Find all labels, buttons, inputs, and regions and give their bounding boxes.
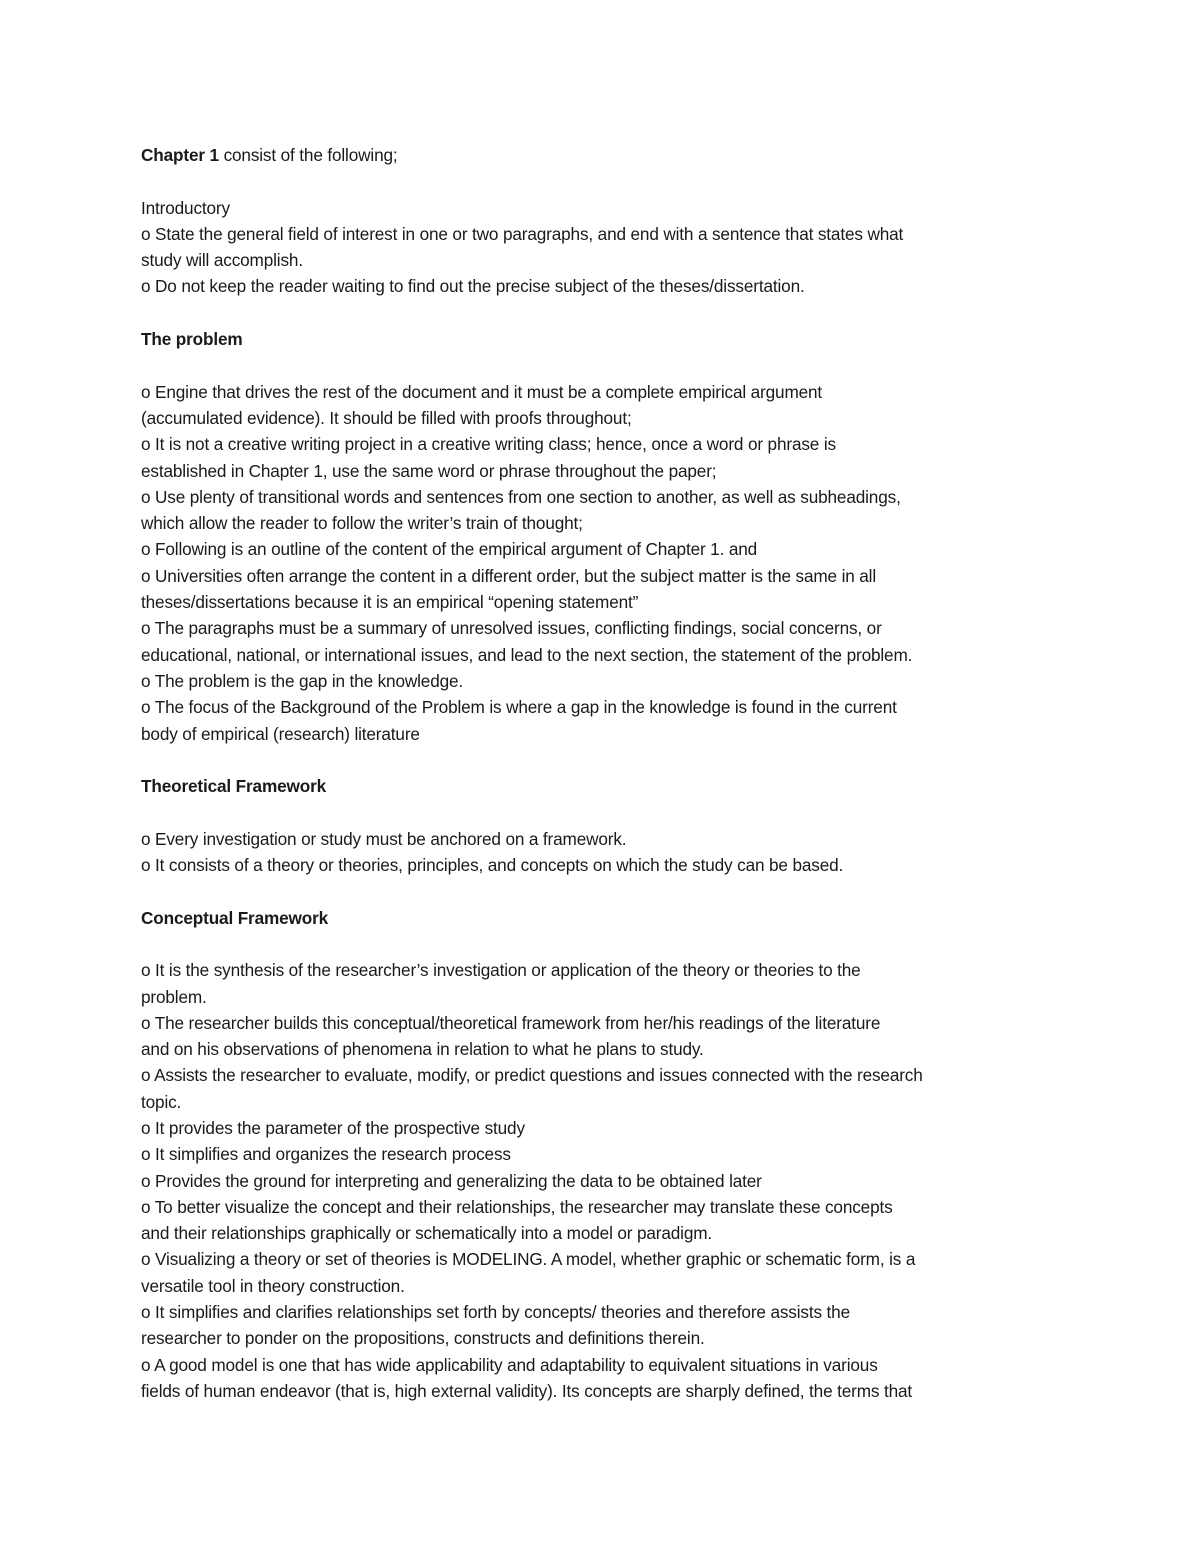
paragraph-line: o It is not a creative writing project in a creative writing class; hence, once a word or phrase is	[141, 434, 836, 455]
paragraph-line: o The focus of the Background of the Problem is where a gap in the knowledge is found in the current	[141, 697, 897, 718]
paragraph-line: (accumulated evidence). It should be filled with proofs throughout;	[141, 407, 632, 428]
paragraph-line: o The paragraphs must be a summary of unresolved issues, conflicting findings, social concerns, or	[141, 618, 882, 639]
paragraph-line: o It provides the parameter of the prospective study	[141, 1117, 525, 1138]
spacer	[141, 747, 1066, 773]
paragraph-line: o Assists the researcher to evaluate, modify, or predict questions and issues connected with the research	[141, 1065, 923, 1086]
spacer	[141, 931, 1066, 957]
paragraph-line: theses/dissertations because it is an empirical “opening statement”	[141, 592, 639, 613]
paragraph-line: fields of human endeavor (that is, high external validity). Its concepts are sharply defined, the terms that	[141, 1380, 913, 1401]
paragraph-line: o To better visualize the concept and their relationships, the researcher may translate these concepts	[141, 1196, 893, 1217]
section-heading-conceptual-framework: Conceptual Framework	[141, 907, 329, 928]
paragraph-line: o Every investigation or study must be anchored on a framework.	[141, 828, 627, 849]
paragraph-line: versatile tool in theory construction.	[141, 1275, 405, 1296]
section-heading-problem: The problem	[141, 329, 243, 350]
spacer	[141, 799, 1066, 825]
paragraph-line: educational, national, or international issues, and lead to the next section, the statement of the problem.	[141, 644, 913, 665]
paragraph-line: o The problem is the gap in the knowledge.	[141, 670, 464, 691]
paragraph-line: body of empirical (research) literature	[141, 723, 420, 744]
document-title	[141, 142, 1066, 168]
paragraph-line: study will accomplish.	[141, 250, 303, 271]
spacer	[141, 352, 1066, 378]
paragraph-line: and their relationships graphically or schematically into a model or paradigm.	[141, 1223, 713, 1244]
paragraph-line: o Use plenty of transitional words and sentences from one section to another, as well as subheadings,	[141, 486, 901, 507]
spacer	[141, 878, 1066, 904]
paragraph-line: o Provides the ground for interpreting and generalizing the data to be obtained later	[141, 1170, 762, 1191]
spacer	[141, 168, 1066, 194]
paragraph-line: o Following is an outline of the content of the empirical argument of Chapter 1. and	[141, 539, 758, 560]
title-chapter-label: Chapter 1	[141, 145, 219, 165]
paragraph-line: which allow the reader to follow the writer’s train of thought;	[141, 513, 583, 534]
paragraph-line: o Visualizing a theory or set of theories is MODELING. A model, whether graphic or schematic form, is a	[141, 1249, 916, 1270]
paragraph-line: problem.	[141, 986, 207, 1007]
paragraph-line: o State the general field of interest in one or two paragraphs, and end with a sentence that states what	[141, 223, 904, 244]
title-rest: consist of the following;	[218, 145, 398, 165]
section-heading-theoretical-framework: Theoretical Framework	[141, 776, 327, 797]
paragraph-line: o The researcher builds this conceptual/theoretical framework from her/his readings of the literature	[141, 1012, 881, 1033]
spacer	[141, 300, 1066, 326]
section-heading-introductory: Introductory	[141, 197, 230, 218]
paragraph-line: o Universities often arrange the content in a different order, but the subject matter is the same in all	[141, 565, 877, 586]
paragraph-line: o It simplifies and clarifies relationships set forth by concepts/ theories and therefore assists the	[141, 1302, 850, 1323]
paragraph-line: o Engine that drives the rest of the document and it must be a complete empirical argument	[141, 381, 823, 402]
paragraph-line: o It is the synthesis of the researcher’s investigation or application of the theory or theories to the	[141, 960, 861, 981]
paragraph-line: o Do not keep the reader waiting to find out the precise subject of the theses/dissertation.	[141, 276, 805, 297]
paragraph-line: and on his observations of phenomena in relation to what he plans to study.	[141, 1039, 704, 1060]
paragraph-line: o A good model is one that has wide applicability and adaptability to equivalent situations in various	[141, 1354, 878, 1375]
paragraph-line: established in Chapter 1, use the same word or phrase throughout the paper;	[141, 460, 717, 481]
paragraph-line: researcher to ponder on the propositions, constructs and definitions therein.	[141, 1328, 705, 1349]
paragraph-line: o It simplifies and organizes the research process	[141, 1144, 511, 1165]
paragraph-line: topic.	[141, 1091, 182, 1112]
paragraph-line: o It consists of a theory or theories, principles, and concepts on which the study can be based.	[141, 855, 844, 876]
document-page	[141, 142, 1066, 1404]
